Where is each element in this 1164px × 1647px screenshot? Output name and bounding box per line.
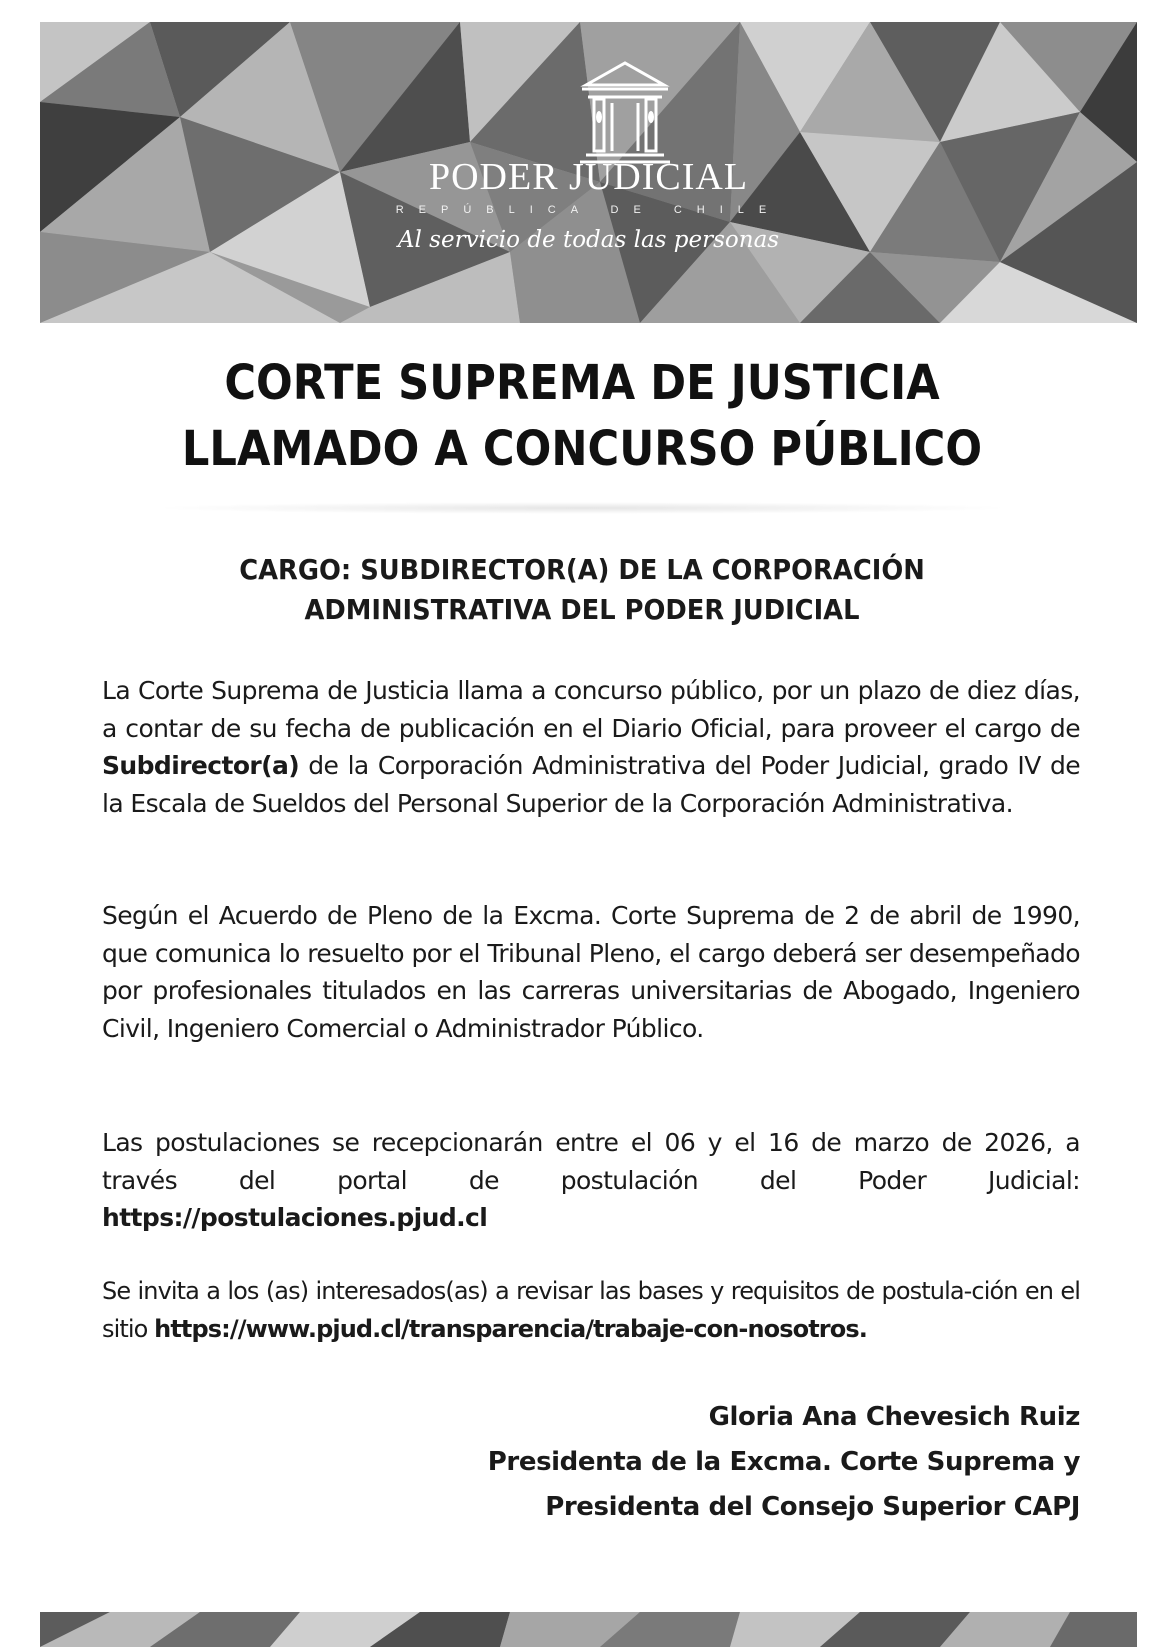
cargo-line-1: CARGO: SUBDIRECTOR(A) DE LA CORPORACIÓN xyxy=(239,553,925,586)
footer-banner xyxy=(40,1612,1137,1647)
cargo-line-2: ADMINISTRATIVA DEL PODER JUDICIAL xyxy=(304,593,860,626)
p1-text-before: La Corte Suprema de Justicia llama a concurso público, por un plazo de diez días, a contar de su fecha de publicación en el Diario Oficial, para proveer el cargo de xyxy=(102,676,1080,743)
title-divider xyxy=(150,502,1014,514)
p1-bold-position: Subdirector(a) xyxy=(102,751,300,780)
org-name: PODER JUDICIAL xyxy=(428,156,749,198)
signature-block xyxy=(488,1395,1080,1530)
signature-role-2: Presidenta del Consejo Superior CAPJ xyxy=(545,1492,1080,1522)
page-title xyxy=(58,350,1106,482)
title-line-2: LLAMADO A CONCURSO PÚBLICO xyxy=(181,421,983,477)
paragraph-requisitos xyxy=(102,897,1080,1047)
cargo-heading xyxy=(47,550,1118,630)
title-line-1: CORTE SUPREMA DE JUSTICIA xyxy=(224,355,940,411)
polygon-pattern xyxy=(40,22,1137,323)
paragraph-postulaciones xyxy=(102,1124,1080,1237)
paragraph-bases xyxy=(102,1273,1080,1348)
postulaciones-link[interactable]: https://postulaciones.pjud.cl xyxy=(102,1203,488,1232)
org-motto: Al servicio de todas las personas xyxy=(397,227,780,253)
org-subtitle: REPÚBLICA DE CHILE xyxy=(395,204,782,216)
p2-text: Según el Acuerdo de Pleno de la Excma. Corte Suprema de 2 de abril de 1990, que comunica lo resuelto por el Tribunal Pleno, el cargo deberá ser desempeñado por profesionales titulados en las carreras universitarias de Abogado, Ingeniero Civil, Ingeniero Comercial o Administrador Público. xyxy=(102,901,1080,1043)
footer-polygon-pattern xyxy=(40,1612,1137,1647)
p3-text-before: Las postulaciones se recepcionarán entre el 06 y el 16 de marzo de 2026, a través del portal de postulación del Poder Judicial: xyxy=(102,1128,1080,1195)
p1-text-after: de la Corporación Administrativa del Poder Judicial, grado IV de la Escala de Sueldos del Personal Superior de la Corporación Administrativa. xyxy=(102,751,1080,818)
transparencia-link[interactable]: https://www.pjud.cl/transparencia/trabaje-con-nosotros. xyxy=(154,1314,867,1343)
signature-role-1: Presidenta de la Excma. Corte Suprema y xyxy=(487,1447,1080,1477)
signature-name: Gloria Ana Chevesich Ruiz xyxy=(708,1402,1080,1432)
paragraph-convocatoria xyxy=(102,672,1080,822)
header-banner xyxy=(40,22,1137,323)
p4-text-before: Se invita a los (as) interesados(as) a revisar las bases y requisitos de postula-ción en el sitio xyxy=(102,1277,1080,1343)
